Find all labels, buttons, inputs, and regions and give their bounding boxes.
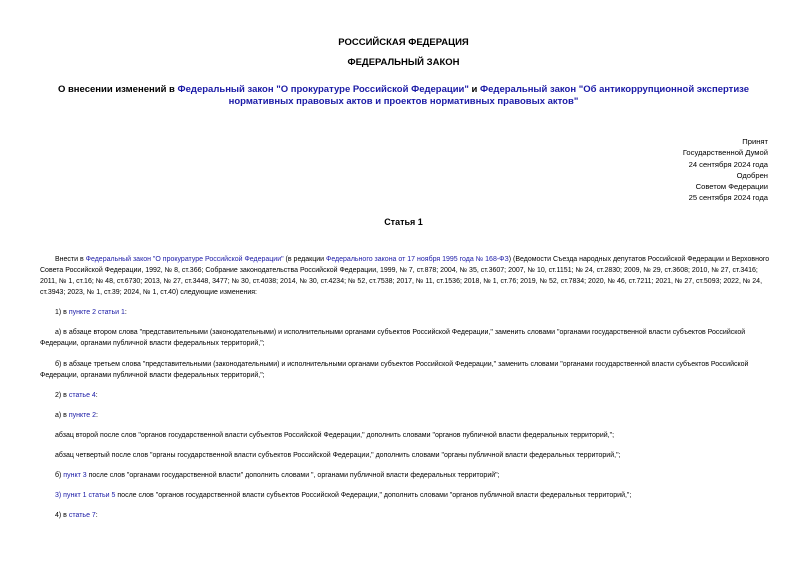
item-text: :	[124, 309, 127, 316]
item-2a-paragraph-4: абзац четвертый после слов "органы государственной власти субъектов Российской Федерации," дополнить словами "органы публичной власти федеральных территорий,";	[55, 452, 621, 459]
adoption-line: 24 сентября 2024 года	[688, 159, 768, 169]
adoption-line: 25 сентября 2024 года	[688, 193, 768, 203]
intro-text: ) (Ведомости Съезда народных депутатов Российской Федерации и Верховного Совета Российской Федерации, 1992, № 8, ст.366; Собрание законодательства Российской Федерации, 1999, № 7, ст.878; 2004, № 35, ст.3607; 2007, № 10, ст.1151; № 24, ст.2830; 2009, № 29, ст.3608; 2010, № 27, ст.3416; 2011, № 1, ст.16; № 48, ст.6730; 2013, № 27, ст.3448, 3477; № 30, ст.4038; 2014, № 30, ст.4234; № 52, ст.7538; 2017, № 11, ст.1536; 2018, № 1, ст.76; 2019, № 52, ст.7834; 2020, № 46, ст.7211; 2021, № 27, ст.5093; 2022, № 24, ст.3943; 2023, № 1, ст.39; 2024, № 1, ст.40) следующие изменения:	[40, 256, 770, 296]
adoption-line: Советом Федерации	[695, 182, 768, 192]
title-link-anticorruption-law[interactable]: Федеральный закон "Об антикоррупционной экспертизе нормативных правовых актов и проектов нормативных правовых актов"	[228, 84, 750, 107]
item-text: 4) в	[55, 512, 69, 519]
adoption-line: Одобрен	[736, 170, 768, 180]
title-mid: и	[468, 84, 481, 95]
link-article-7[interactable]: статье 7	[68, 512, 96, 519]
item-1a: а) в абзаце втором слова "представительными (законодательными) и исполнительными органами субъектов Российской Федерации," заменить словами "органами государственной власти субъектов Российской Федерации, органами публичной власти федеральных территорий,";	[40, 329, 746, 347]
intro-link-prosecutor-law[interactable]: Федеральный закон "О прокуратуре Российской Федерации"	[85, 256, 284, 263]
link-article-4[interactable]: статье 4	[68, 392, 96, 399]
item-text: 2) в	[55, 392, 69, 399]
item-2a	[40, 410, 770, 421]
adoption-line: Принят	[742, 137, 768, 146]
item-text: :	[96, 412, 98, 419]
article-body	[40, 254, 770, 521]
intro-text: Внести в	[55, 256, 86, 263]
item-4	[40, 510, 770, 521]
adoption-block	[568, 136, 768, 204]
item-text: после слов "органами государственной власти" дополнить словами ", органами публичной власти федеральных территорий";	[86, 472, 500, 479]
item-1b: б) в абзаце третьем слова "представительными (законодательными) и исполнительными органами субъектов Российской Федерации," заменить словами "органами государственной власти субъектов Российской Федерации, органами публичной власти федеральных территорий,";	[40, 361, 749, 379]
item-2a-paragraph-2: абзац второй после слов "органов государственной власти субъектов Российской Федерации," дополнить словами "органов публичной власти федеральных территорий,";	[55, 432, 615, 439]
link-point-2[interactable]: пункте 2	[68, 412, 96, 419]
adoption-line: Государственной Думой	[682, 148, 768, 158]
item-text: 1) в	[55, 309, 69, 316]
title-link-prosecutor-law[interactable]: Федеральный закон "О прокуратуре Российской Федерации"	[177, 84, 469, 95]
item-text: б)	[55, 472, 64, 479]
link-article-5-point-1[interactable]: 3) пункт 1 статьи 5	[55, 492, 116, 499]
item-2	[40, 390, 770, 401]
intro-link-federal-law-168[interactable]: Федерального закона от 17 ноября 1995 года № 168-ФЗ	[326, 256, 509, 263]
item-text: после слов "органов государственной власти субъектов Российской Федерации," дополнить словами "органов публичной власти федеральных территорий,";	[115, 492, 632, 499]
item-text: а) в	[55, 412, 69, 419]
article-heading: Статья 1	[384, 217, 423, 227]
link-article-1-point-2[interactable]: пункте 2 статьи 1	[68, 309, 125, 316]
item-text: :	[95, 512, 98, 519]
item-text: :	[95, 392, 98, 399]
country-heading: РОССИЙСКАЯ ФЕДЕРАЦИЯ	[338, 37, 469, 48]
intro-paragraph	[40, 254, 770, 298]
title-prefix: О внесении изменений в	[57, 84, 178, 95]
law-title	[40, 84, 767, 108]
intro-text: (в редакции	[283, 256, 326, 263]
item-3	[40, 490, 770, 501]
item-2b	[40, 470, 770, 481]
doc-type-heading: ФЕДЕРАЛЬНЫЙ ЗАКОН	[347, 57, 460, 68]
link-point-3[interactable]: пункт 3	[63, 472, 87, 479]
item-1	[40, 307, 770, 318]
